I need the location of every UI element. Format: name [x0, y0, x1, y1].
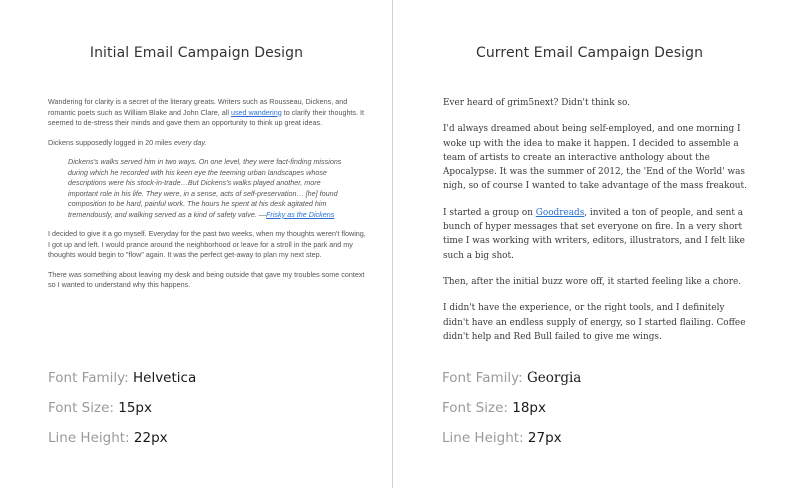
font-size-spec: [48, 392, 196, 422]
spec-label: Line Height:: [442, 430, 528, 446]
spec-value: Georgia: [526, 370, 582, 386]
line-height-spec: [442, 422, 581, 452]
font-family-spec: [48, 362, 196, 392]
sample-paragraph-1: Ever heard of grim5next? Didn't think so.: [443, 98, 630, 108]
spec-value: 15px: [118, 400, 152, 416]
georgia-sample-text: [443, 96, 748, 356]
font-family-spec: [442, 362, 581, 392]
current-design-title: Current Email Campaign Design: [475, 45, 704, 61]
current-font-specs: [442, 362, 581, 452]
spec-label: Font Size:: [48, 400, 119, 416]
initial-design-title: Initial Email Campaign Design: [89, 45, 304, 61]
goodreads-link[interactable]: Goodreads: [535, 207, 585, 218]
helvetica-sample-text: [48, 97, 368, 300]
line-height-spec: [48, 422, 196, 452]
used-wandering-link[interactable]: used wandering: [230, 107, 282, 117]
paragraph-text: I started a group on: [443, 207, 536, 218]
initial-font-specs: [48, 362, 196, 452]
sample-paragraph-4: Then, after the initial buzz wore off, it started feeling like a chore.: [443, 276, 742, 287]
paragraph-text: , invited a ton of people, and sent a bunch of hyper messages that set everyone on fire. In a very short time I was working with writers, editors, illustrators, and I felt like such a big shot.: [443, 207, 745, 261]
spec-label: Font Size:: [442, 400, 513, 416]
paragraph-text: to clarify their thoughts. It seemed to de-stress their minds and gave them an opportunity to think up great ideas.: [48, 107, 365, 127]
spec-label: Font Family:: [442, 370, 527, 386]
spec-label: Line Height:: [48, 430, 134, 446]
spec-value: Helvetica: [132, 370, 197, 386]
font-size-spec: [442, 392, 581, 422]
sample-paragraph-3: I decided to give it a go myself. Everyday for the past two weeks, when my thoughts weren't flowing, I got up and left. I would prance around the neighborhood or leave for a stroll in the park and my thoughts would begin to "flow" again. It was the perfect get-away to plan my next step.: [48, 229, 366, 259]
sample-paragraph-5: I didn't have the experience, or the right tools, and I definitely didn't have an endless supply of energy, so I started flailing. Coffee didn't help and Red Bull failed to give me wings.: [443, 303, 746, 342]
spec-value: 18px: [512, 400, 546, 416]
current-design-panel: [393, 0, 786, 488]
emphasis-text: every day.: [173, 137, 207, 147]
frisky-as-the-dickens-link[interactable]: Frisky as the Dickens: [266, 209, 335, 219]
quote-text: Dickens's walks served him in two ways. On one level, they were fact-finding missions during which he recorded with his keen eye the teeming urban landscapes whose descriptions were his stock-in-trade…But Dickens's walks played another, more important role in his life. They were, in a sense, acts of self-preservation… [he] found composition to be hard, painful work. The hours he spent at his desk agitated him tremendously, and walking served as a kind of safety valve. —: [68, 157, 342, 219]
dickens-quote: [48, 157, 343, 220]
sample-paragraph-2: I'd always dreamed about being self-employed, and one morning I woke up with the idea to make it happen. I decided to assemble a team of artists to create an interactive anthology about the Apocalypse. It was the summer of 2012, the 'End of the World' was nigh, so of course I wanted to take advantage of the mass freakout.: [443, 124, 747, 192]
sample-paragraph-2: [48, 138, 368, 149]
paragraph-text: Wandering for clarity is a secret of the literary greats. Writers such as Rousseau, Dickens, and romantic poets such as William Blake and John Clare, all: [48, 97, 348, 117]
paragraph-text: Dickens supposedly logged in 20 miles: [48, 137, 174, 147]
spec-value: 22px: [133, 430, 168, 446]
spec-label: Font Family:: [48, 370, 133, 386]
spec-value: 27px: [527, 430, 562, 446]
sample-paragraph-3: [443, 206, 748, 263]
sample-paragraph-4: There was something about leaving my desk and being outside that gave my troubles some context so I wanted to understand why this happens.: [48, 269, 365, 289]
sample-paragraph-1: [48, 97, 368, 129]
